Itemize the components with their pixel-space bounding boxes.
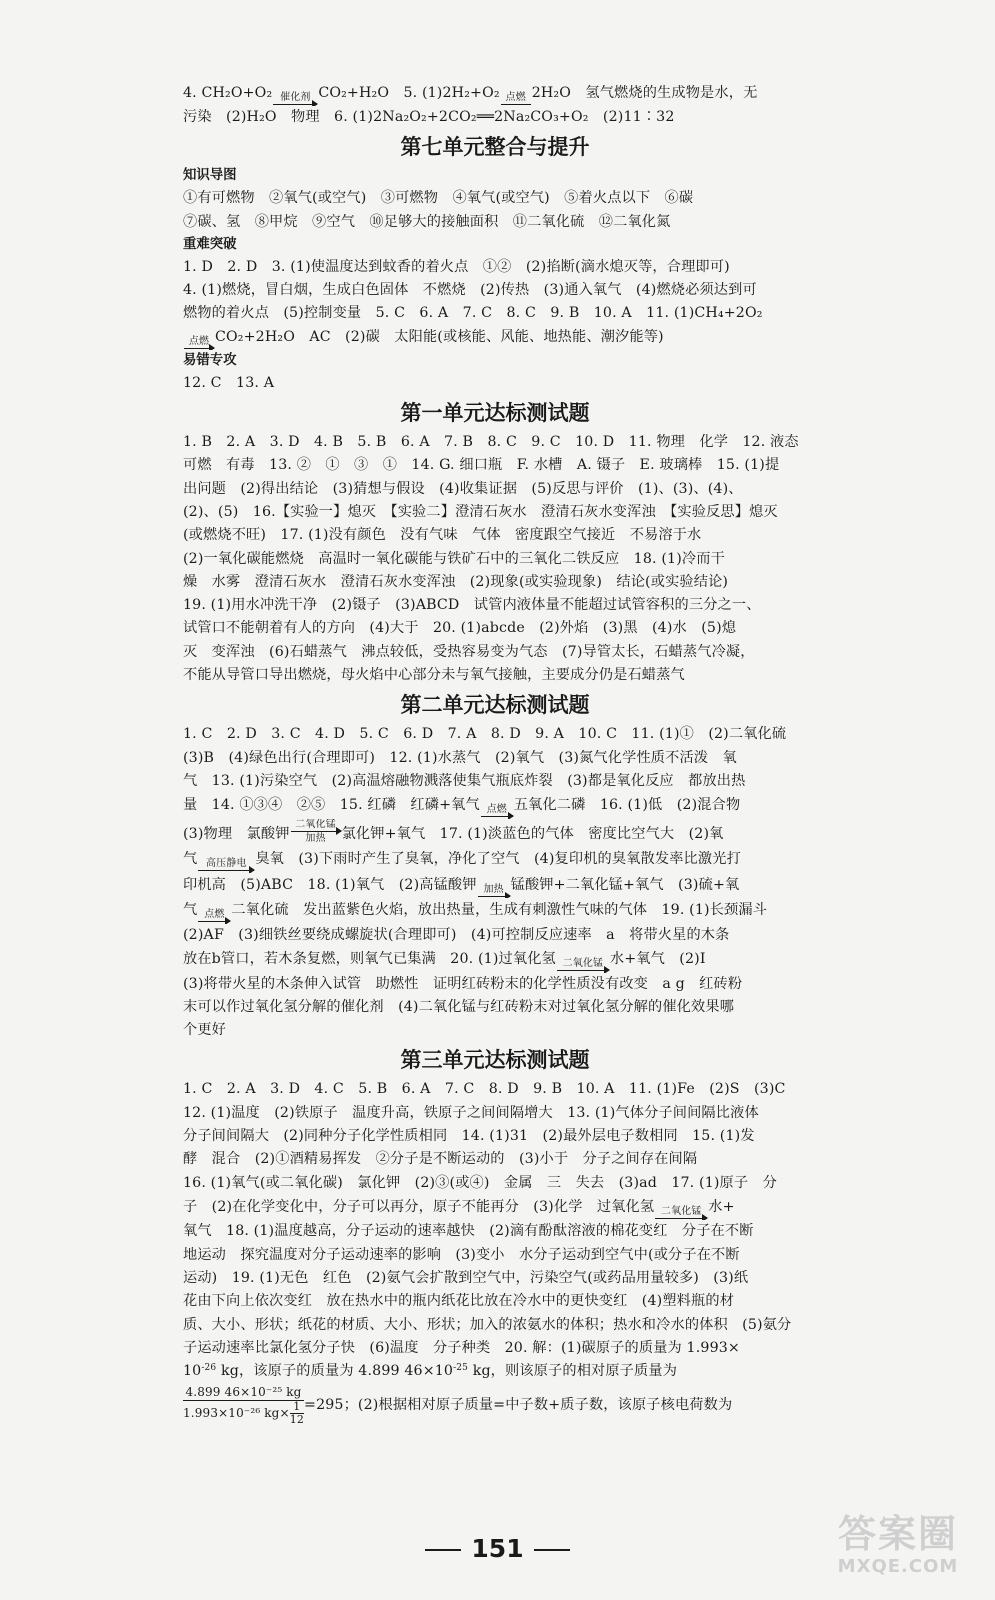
reaction-condition	[478, 884, 510, 898]
text-line: 污染 (2)H₂O 物理 6. (1)2Na₂O₂+2CO₂══2Na₂CO₃+O₂ (2)11∶32	[183, 109, 675, 125]
condition-label: 加热	[305, 832, 326, 844]
text-run: 气	[183, 902, 198, 919]
reaction-condition	[481, 804, 513, 818]
watermark-url: MXQE.COM	[837, 1556, 959, 1577]
answer-page	[183, 82, 807, 1427]
reaction-arrow	[198, 921, 230, 923]
text-line: 子运动速率比氯化氢分子快 (6)温度 分子种类 20. 解：(1)碳原子的质量为 1.993×	[183, 1339, 740, 1356]
text-line	[183, 82, 807, 106]
exponent: -26	[201, 1363, 217, 1374]
fraction-denominator	[183, 1401, 304, 1426]
text-run: 气	[183, 851, 198, 868]
text-run: 放在b管口，若木条复燃，则氧气已集满 20. (1)过氧化氢	[183, 951, 556, 968]
reaction-arrow	[478, 896, 510, 898]
text-line	[183, 847, 807, 873]
text-line: 12. C 13. A	[183, 374, 275, 391]
condition-label: 点燃	[486, 804, 507, 816]
text-run: CO₂+H₂O 5. (1)2H₂+O₂	[318, 85, 500, 101]
text-run: 水+氧气 (2)Ⅰ	[609, 951, 706, 968]
reaction-arrow	[655, 1218, 707, 1220]
reaction-condition	[198, 858, 254, 872]
section-title: 第一单元达标测试题	[400, 401, 590, 426]
text-line	[183, 947, 807, 973]
text-line: 花由下向上依次变红 放在热水中的瓶内纸花比放在冷水中的更快变红 (4)塑料瓶的材	[183, 1293, 735, 1310]
text-line: 气 13. (1)污染空气 (2)高温熔融物溅落使集气瓶底炸裂 (3)都是氧化反应 都放出热	[183, 772, 746, 789]
text-run: 水+	[708, 1198, 735, 1215]
text-run: 1.993×10⁻²⁶ kg×	[183, 1405, 290, 1420]
reaction-condition	[198, 909, 230, 923]
section-title: 第七单元整合与提升	[400, 135, 590, 160]
text-run: 二氧化硫 发出蓝紫色火焰，放出热量，生成有刺激性气味的气体 19. (1)长颈漏斗	[231, 902, 768, 919]
condition-label: 加热	[483, 883, 504, 895]
fraction	[183, 1385, 304, 1426]
watermark-logo	[823, 1512, 973, 1590]
text-line	[183, 1360, 807, 1383]
reaction-condition	[291, 819, 341, 844]
condition-label: 高压静电	[206, 858, 247, 870]
text-line: (2)、(5) 16.【实验一】熄灭 【实验二】澄清石灰水 澄清石灰水变浑浊 【实验反思】熄灭	[183, 503, 778, 520]
reaction-arrow	[557, 970, 609, 972]
page-number-text: 151	[471, 1534, 524, 1563]
fraction-numerator: 1	[290, 1401, 304, 1414]
subheading: 易错专攻	[183, 352, 237, 368]
text-line	[183, 1383, 807, 1427]
exponent: -25	[453, 1363, 469, 1374]
text-run: 2H₂O 氢气燃烧的生成物是水，无	[531, 85, 758, 101]
text-line	[183, 898, 807, 924]
text-line: ⑦碳、氢 ⑧甲烷 ⑨空气 ⑩足够大的接触面积 ⑪二氧化硫 ⑫二氧化氮	[183, 213, 671, 230]
text-line: 地运动 探究温度对分子运动速率的影响 (3)变小 水分子运动到空气中(或分子在不断	[183, 1246, 740, 1263]
reaction-arrow	[184, 348, 214, 350]
text-line: (2)一氧化碳能燃烧 高温时一氧化碳能与铁矿石中的三氧化二铁反应 18. (1)冷而干	[183, 550, 725, 567]
watermark-text: 答案圈	[837, 1512, 958, 1556]
text-run: 五氧化二磷 16. (1)低 (2)混合物	[513, 797, 741, 814]
text-line: 1. C 2. A 3. D 4. C 5. B 6. A 7. C 8. D 9. B 10. A 11. (1)Fe (2)S (3)C	[183, 1081, 786, 1098]
condition-label: 催化剂	[280, 92, 311, 103]
fraction-numerator: 4.899 46×10⁻²⁵ kg	[183, 1385, 304, 1401]
text-run: 臭氧 (3)下雨时产生了臭氧，净化了空气 (4)复印机的臭氧散发率比激光打	[255, 851, 741, 868]
fraction	[290, 1401, 304, 1426]
divider	[425, 1549, 461, 1551]
text-run: CO₂+2H₂O AC (2)碳 太阳能(或核能、风能、地热能、潮汐能等)	[215, 328, 664, 345]
fraction-denominator: 12	[289, 1412, 305, 1426]
text-line: 可燃 有毒 13. ② ① ③ ① 14. G. 细口瓶 F. 水槽 A. 镊子 E. 玻璃棒 15. (1)提	[183, 457, 780, 474]
divider	[534, 1549, 570, 1551]
reaction-condition	[273, 92, 317, 106]
text-run: 量 14. ①③④ ②⑤ 15. 红磷 红磷+氧气	[183, 797, 480, 814]
text-line	[183, 873, 807, 899]
text-line	[183, 793, 807, 819]
text-line: 12. (1)温度 (2)铁原子 温度升高，铁原子之间间隔增大 13. (1)气体分子间间隔比液体	[183, 1104, 759, 1121]
text-line: 试管口不能朝着有人的方向 (4)大于 20. (1)abcde (2)外焰 (3)黑 (4)水 (5)熄	[183, 620, 737, 637]
text-run: 4. CH₂O+O₂	[183, 85, 273, 101]
text-line: 不能从导管口导出燃烧，母火焰中心部分未与氧气接触，主要成分仍是石蜡蒸气	[183, 667, 685, 684]
condition-label: 二氧化锰	[295, 818, 336, 830]
text-run: (3)物理 氯酸钾	[183, 825, 290, 842]
text-line: 分子间间隔大 (2)同种分子化学性质相同 14. (1)31 (2)最外层电子数相同 15. (1)发	[183, 1128, 755, 1145]
text-run: kg，该原子的质量为 4.899 46×10	[216, 1363, 454, 1380]
text-line: 燥 水雾 澄清石灰水 澄清石灰水变浑浊 (2)现象(或实验现象) 结论(或实验结论)	[183, 573, 729, 590]
condition-label: 点燃	[204, 909, 225, 921]
text-line: (3)将带火星的木条伸入试管 助燃性 证明红砖粉末的化学性质没有改变 a g 红砖粉	[183, 975, 743, 992]
text-line: 19. (1)用水冲洗干净 (2)镊子 (3)ABCD 试管内液体量不能超过试管容积的三分之一、	[183, 597, 761, 614]
text-line: 运动) 19. (1)无色 红色 (2)氨气会扩散到空气中，污染空气(或药品用量较多) (3)纸	[183, 1270, 749, 1286]
subheading: 知识导图	[183, 168, 237, 184]
text-line: 质、大小、形状；纸花的材质、大小、形状；加入的浓氨水的体积；热水和冷水的体积 (5)氨分	[183, 1316, 792, 1333]
reaction-condition	[557, 958, 609, 972]
text-line: 燃物的着火点 (5)控制变量 5. C 6. A 7. C 8. C 9. B 10. A 11. (1)CH₄+2O₂	[183, 305, 763, 322]
section-title: 第二单元达标测试题	[400, 693, 590, 718]
text-run: =295；(2)根据相对原子质量=中子数+质子数，该原子核电荷数为	[304, 1397, 733, 1414]
text-line	[183, 326, 807, 350]
condition-label: 点燃	[505, 92, 526, 103]
text-line: 灭 变浑浊 (6)石蜡蒸气 沸点较低，受热容易变为气态 (7)导管太长，石蜡蒸气冷凝，	[183, 643, 755, 660]
reaction-arrow	[291, 831, 341, 833]
text-line: 出问题 (2)得出结论 (3)猜想与假设 (4)收集证据 (5)反思与评价 (1)、(3)、(4)、	[183, 480, 743, 497]
text-line: 16. (1)氧气(或二氧化碳) 氯化钾 (2)③(或④) 金属 三 失去 (3)ad 17. (1)原子 分	[183, 1174, 777, 1191]
text-line: 末可以作过氧化氢分解的催化剂 (4)二氧化锰与红砖粉末对过氧化氢分解的催化效果哪	[183, 998, 735, 1015]
text-run: 锰酸钾+二氧化锰+氧气 (3)硫+氧	[510, 876, 740, 893]
text-run: 子 (2)在化学变化中，分子可以再分，原子不能再分 (3)化学 过氧化氢	[183, 1198, 655, 1215]
text-run: 10	[183, 1363, 202, 1380]
text-run: 氯化钾+氧气 17. (1)淡蓝色的气体 密度比空气大 (2)氧	[341, 825, 724, 842]
condition-label: 二氧化锰	[660, 1205, 702, 1217]
reaction-bar	[501, 104, 531, 106]
text-line: (3)B (4)绿色出行(合理即可) 12. (1)水蒸气 (2)氧气 (3)氮气化学性质不活泼 氧	[183, 749, 737, 766]
reaction-arrow	[273, 104, 317, 106]
text-line: (或燃烧不旺) 17. (1)没有颜色 没有气味 气体 密度跟空气接近 不易溶于水	[183, 527, 702, 544]
reaction-condition	[184, 336, 214, 350]
reaction-condition	[501, 92, 531, 106]
subheading: 重难突破	[183, 236, 237, 252]
text-line: 4. (1)燃烧，冒白烟，生成白色固体 不燃烧 (2)传热 (3)通入氧气 (4)燃烧必须达到可	[183, 282, 757, 299]
text-line: ①有可燃物 ②氧气(或空气) ③可燃物 ④氧气(或空气) ⑤着火点以下 ⑥碳	[183, 190, 694, 207]
reaction-arrow	[481, 816, 513, 818]
text-line: (2)AF (3)细铁丝要绕成螺旋状(合理即可) (4)可控制反应速率 a 将带火星的木条	[183, 926, 730, 943]
section-title: 第三单元达标测试题	[400, 1048, 590, 1073]
condition-label: 点燃	[188, 335, 210, 347]
text-line: 1. B 2. A 3. D 4. B 5. B 6. A 7. B 8. C 9. C 10. D 11. 物理 化学 12. 液态	[183, 434, 799, 451]
text-line: 1. D 2. D 3. (1)使温度达到蚊香的着火点 ①② (2)掐断(滴水熄灭等，合理即可)	[183, 258, 730, 275]
reaction-arrow	[198, 870, 254, 872]
text-line	[183, 819, 807, 848]
text-line	[183, 1195, 807, 1221]
text-run: 印机高 (5)ABC 18. (1)氧气 (2)高锰酸钾	[183, 876, 477, 893]
reaction-condition	[655, 1206, 707, 1220]
text-line: 1. C 2. D 3. C 4. D 5. C 6. D 7. A 8. D 9. A 10. C 11. (1)① (2)二氧化硫	[183, 726, 787, 743]
condition-label: 二氧化锰	[562, 958, 604, 970]
text-line: 氧气 18. (1)温度越高，分子运动的速率越快 (2)滴有酚酞溶液的棉花变红 分子在不断	[183, 1223, 754, 1240]
text-line: 酵 混合 (2)①酒精易挥发 ②分子是不断运动的 (3)小于 分子之间存在间隔	[183, 1151, 698, 1168]
text-line: 个更好	[183, 1022, 227, 1039]
text-run: kg，则该原子的相对原子质量为	[468, 1363, 678, 1380]
